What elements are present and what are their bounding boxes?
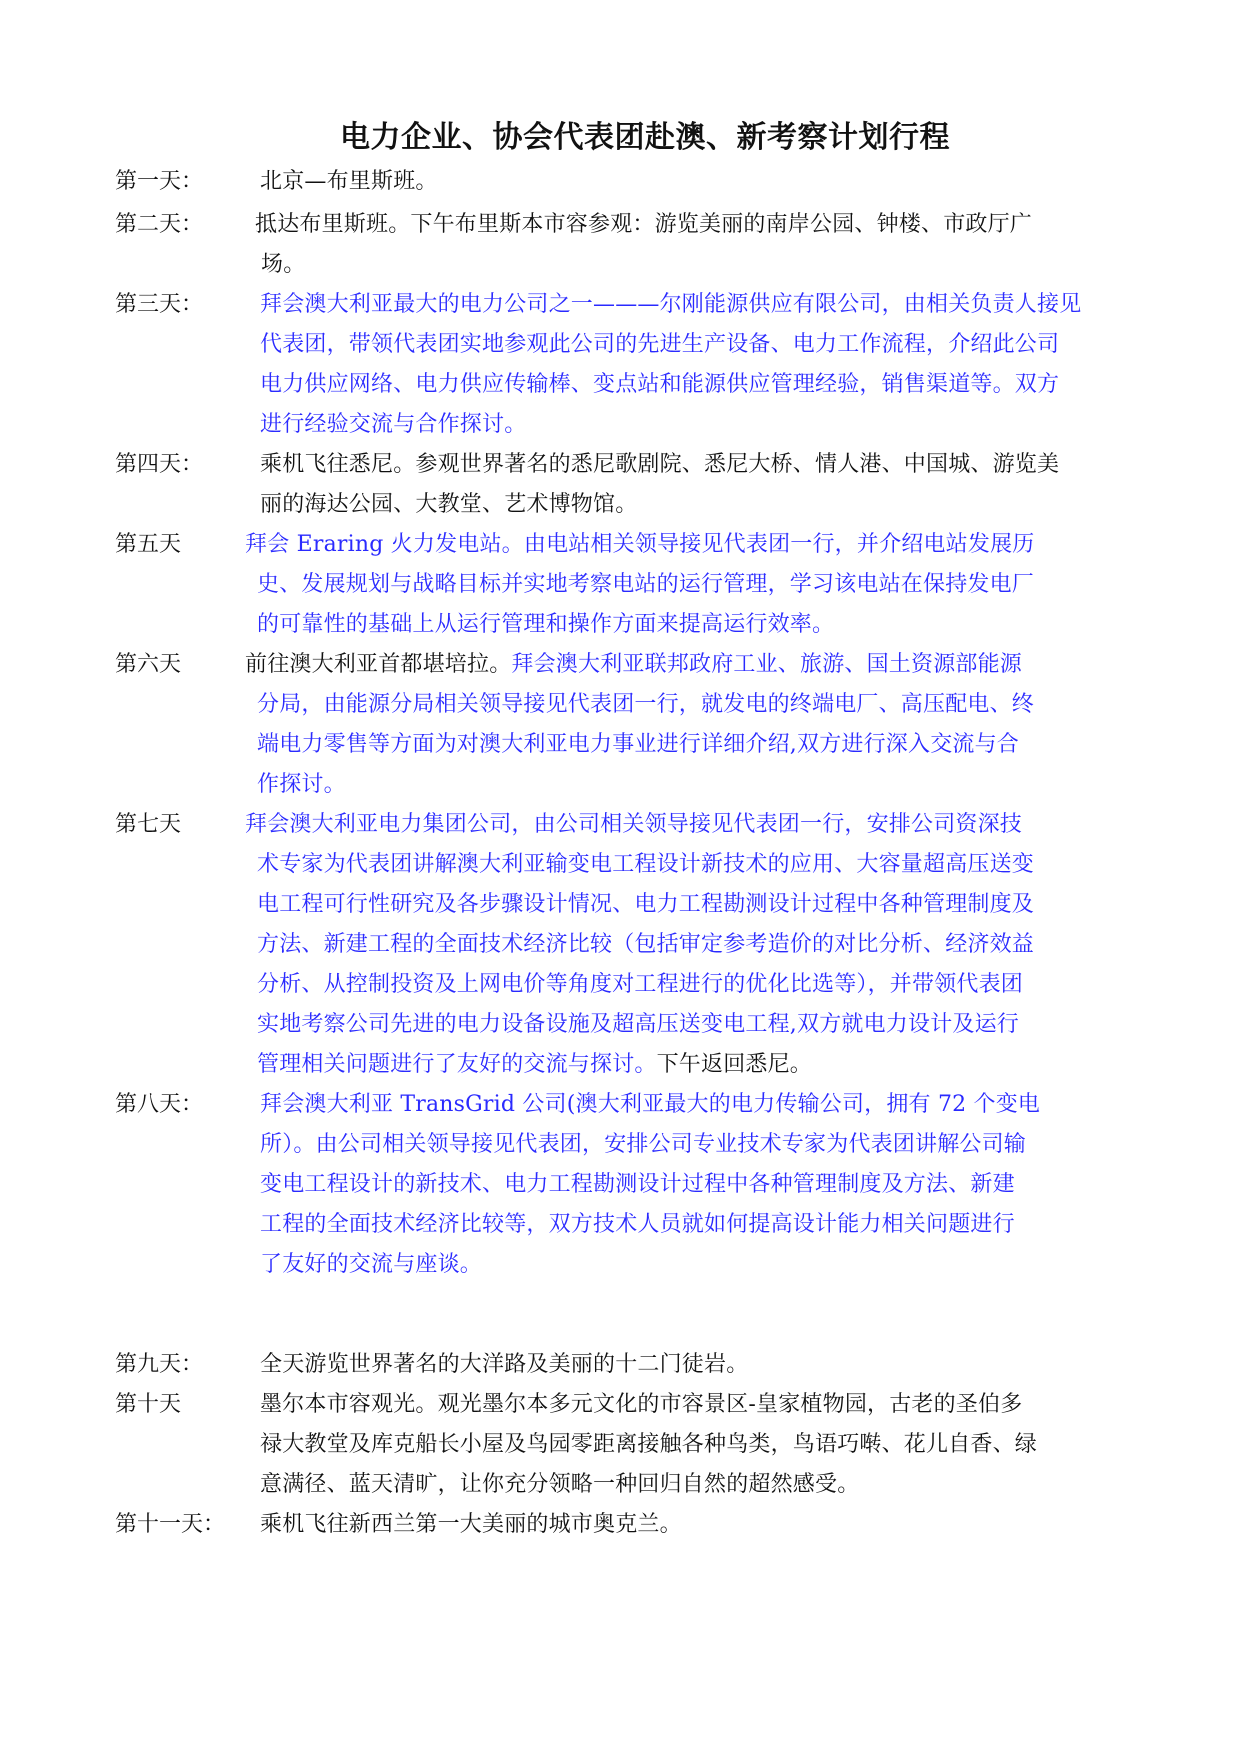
day-label: 第十天 bbox=[115, 1392, 182, 1417]
day-label: 第八天： bbox=[115, 1092, 204, 1117]
description-line bbox=[245, 845, 1034, 885]
description-text: 拜会澳大利亚 TransGrid 公司(澳大利亚最大的电力传输公司，拥有 72 个变电 bbox=[260, 1092, 1041, 1117]
description-line bbox=[260, 485, 1059, 525]
description-text: 前往澳大利亚首都堪培拉。 bbox=[245, 652, 512, 677]
day-label: 第一天： bbox=[115, 169, 204, 194]
day-description bbox=[245, 525, 1035, 645]
description-line bbox=[245, 765, 1034, 805]
description-line bbox=[245, 1045, 1034, 1085]
description-text: 术专家为代表团讲解澳大利亚输变电工程设计新技术的应用、大容量超高压送变 bbox=[257, 852, 1035, 877]
description-text: 下午返回悉尼。 bbox=[656, 1052, 813, 1077]
day-label: 第七天 bbox=[115, 812, 182, 837]
day-description bbox=[260, 445, 1059, 525]
description-text: 变电工程设计的新技术、电力工程勘测设计过程中各种管理制度及方法、新建 bbox=[260, 1172, 1015, 1197]
description-text: 全天游览世界著名的大洋路及美丽的十二门徒岩。 bbox=[260, 1352, 749, 1377]
description-line bbox=[260, 1085, 1040, 1125]
description-line bbox=[245, 965, 1034, 1005]
description-text: 管理相关问题进行了友好的交流与探讨。 bbox=[257, 1052, 657, 1077]
description-line bbox=[260, 1345, 748, 1385]
description-text: 分局，由能源分局相关领导接见代表团一行，就发电的终端电厂、高压配电、终 bbox=[257, 692, 1035, 717]
description-text: 乘机飞往新西兰第一大美丽的城市奥克兰。 bbox=[260, 1512, 682, 1537]
description-text: 场。 bbox=[261, 252, 306, 277]
description-text: 禄大教堂及库克船长小屋及鸟园零距离接触各种鸟类，鸟语巧啭、花儿自香、绿 bbox=[260, 1432, 1038, 1457]
description-text: 方法、新建工程的全面技术经济比较（包括审定参考造价的对比分析、经济效益 bbox=[257, 932, 1035, 957]
day-label: 第六天 bbox=[115, 652, 182, 677]
description-text: 的可靠性的基础上从运行管理和操作方面来提高运行效率。 bbox=[257, 612, 835, 637]
description-text: 拜会 Eraring 火力发电站。由电站相关领导接见代表团一行，并介绍电站发展历 bbox=[245, 532, 1035, 557]
description-line bbox=[260, 1425, 1037, 1465]
description-line bbox=[245, 645, 1034, 685]
day-description bbox=[245, 645, 1034, 805]
description-line bbox=[260, 285, 1081, 325]
description-line bbox=[260, 1125, 1040, 1165]
description-text: 作探讨。 bbox=[257, 772, 346, 797]
description-text: 史、发展规划与战略目标并实地考察电站的运行管理，学习该电站在保持发电厂 bbox=[257, 572, 1035, 597]
description-line bbox=[245, 925, 1034, 965]
day-description bbox=[260, 285, 1081, 445]
day-description bbox=[260, 1085, 1040, 1285]
description-text: 电工程可行性研究及各步骤设计情况、电力工程勘测设计过程中各种管理制度及 bbox=[257, 892, 1035, 917]
description-line bbox=[260, 1385, 1037, 1425]
day-label: 第十一天： bbox=[115, 1512, 226, 1537]
day-description bbox=[245, 805, 1034, 1085]
description-line bbox=[260, 405, 1081, 445]
description-line bbox=[245, 525, 1035, 565]
description-line bbox=[245, 805, 1034, 845]
day-description bbox=[260, 162, 438, 202]
description-text: 拜会澳大利亚联邦政府工业、旅游、国土资源部能源 bbox=[511, 652, 1023, 677]
description-line bbox=[245, 565, 1035, 605]
day-label: 第二天： bbox=[115, 212, 204, 237]
description-text: 工程的全面技术经济比较等，双方技术人员就如何提高设计能力相关问题进行 bbox=[260, 1212, 1015, 1237]
document-title: 电力企业、协会代表团赴澳、新考察计划行程 bbox=[340, 120, 950, 155]
description-text: 抵达布里斯班。下午布里斯本市容参观：游览美丽的南岸公园、钟楼、市政厅广 bbox=[255, 212, 1033, 237]
description-line bbox=[255, 245, 1032, 285]
description-text: 丽的海达公园、大教堂、艺术博物馆。 bbox=[260, 492, 638, 517]
description-line bbox=[260, 1205, 1040, 1245]
description-line bbox=[255, 205, 1032, 245]
description-text: 了友好的交流与座谈。 bbox=[260, 1252, 483, 1277]
description-text: 分析、从控制投资及上网电价等角度对工程进行的优化比选等），并带领代表团 bbox=[257, 972, 1024, 997]
description-text: 北京—布里斯班。 bbox=[260, 169, 438, 194]
day-label: 第三天： bbox=[115, 292, 204, 317]
description-line bbox=[260, 365, 1081, 405]
day-description bbox=[260, 1385, 1037, 1505]
description-text: 墨尔本市容观光。观光墨尔本多元文化的市容景区-皇家植物园，古老的圣伯多 bbox=[260, 1392, 1023, 1417]
day-label: 第五天 bbox=[115, 532, 182, 557]
day-label: 第四天： bbox=[115, 452, 204, 477]
description-text: 进行经验交流与合作探讨。 bbox=[260, 412, 527, 437]
description-text: 端电力零售等方面为对澳大利亚电力事业进行详细介绍,双方进行深入交流与合 bbox=[257, 732, 1019, 757]
description-text: 实地考察公司先进的电力设备设施及超高压送变电工程,双方就电力设计及运行 bbox=[257, 1012, 1019, 1037]
description-line bbox=[260, 1505, 682, 1545]
description-line bbox=[245, 605, 1035, 645]
day-description bbox=[260, 1505, 682, 1545]
description-text: 拜会澳大利亚电力集团公司，由公司相关领导接见代表团一行，安排公司资深技 bbox=[245, 812, 1023, 837]
day-label: 第九天： bbox=[115, 1352, 204, 1377]
description-text: 拜会澳大利亚最大的电力公司之一———尔刚能源供应有限公司，由相关负责人接见 bbox=[260, 292, 1082, 317]
description-text: 所）。由公司相关领导接见代表团，安排公司专业技术专家为代表团讲解公司输 bbox=[260, 1132, 1027, 1157]
description-line bbox=[260, 162, 438, 202]
description-text: 乘机飞往悉尼。参观世界著名的悉尼歌剧院、悉尼大桥、情人港、中国城、游览美 bbox=[260, 452, 1060, 477]
description-line bbox=[260, 325, 1081, 365]
description-text: 代表团，带领代表团实地参观此公司的先进生产设备、电力工作流程，介绍此公司 bbox=[260, 332, 1060, 357]
day-description bbox=[260, 1345, 748, 1385]
description-line bbox=[245, 885, 1034, 925]
description-line bbox=[245, 685, 1034, 725]
description-line bbox=[260, 445, 1059, 485]
description-text: 意满径、蓝天清旷，让你充分领略一种回归自然的超然感受。 bbox=[260, 1472, 860, 1497]
description-line bbox=[245, 725, 1034, 765]
description-line bbox=[245, 1005, 1034, 1045]
description-text: 电力供应网络、电力供应传输棒、变点站和能源供应管理经验，销售渠道等。双方 bbox=[260, 372, 1060, 397]
day-description bbox=[255, 205, 1032, 285]
description-line bbox=[260, 1245, 1040, 1285]
description-line bbox=[260, 1165, 1040, 1205]
description-line bbox=[260, 1465, 1037, 1505]
